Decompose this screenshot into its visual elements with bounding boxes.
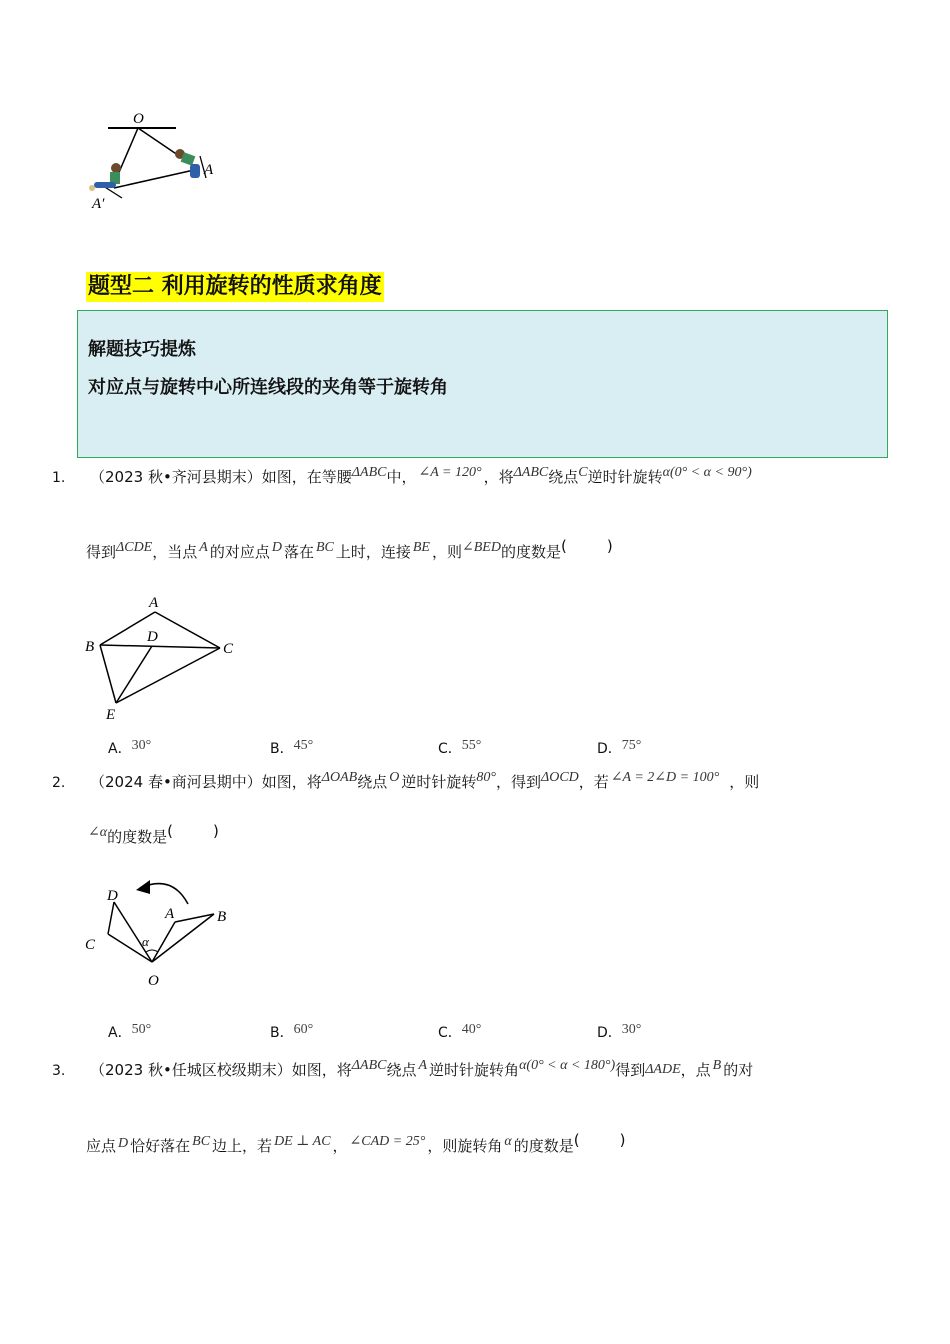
q2-number: 2. [52, 775, 66, 791]
fig2-label-o: O [148, 973, 159, 989]
rotation-arrow-icon [136, 880, 150, 894]
fig2-label-d: D [107, 888, 118, 904]
seg-oa [152, 922, 175, 962]
seg-bc [100, 645, 220, 648]
seg-bo [152, 914, 214, 962]
q3-number: 3. [52, 1063, 66, 1079]
q1-option-c[interactable]: C．55° [438, 738, 482, 757]
q2-line1: （2024 春•商河县期中）如图，将ΔOAB绕点 O 逆时针旋转80°，得到ΔOCD，若 ∠A = 2∠D = 100° ，则 [90, 770, 760, 791]
section-title: 题型二 利用旋转的性质求角度 [86, 272, 384, 302]
label-a-prime: A′ [92, 196, 105, 212]
fig2-label-alpha: α [142, 934, 149, 949]
q3-line2: 应点 D 恰好落在 BC 边上，若 DE ⊥ AC ， ∠CAD = 25° ，则旋转角 α 的度数是( ) [86, 1131, 626, 1155]
seg-ac [155, 612, 220, 648]
label-o: O [133, 111, 144, 127]
q2-option-c[interactable]: C．40° [438, 1022, 482, 1041]
fig1-label-d: D [147, 629, 158, 645]
fig1-label-c: C [223, 641, 234, 657]
tip-title: 解题技巧提炼 [88, 339, 196, 360]
seg-be [100, 645, 116, 703]
q2-option-a[interactable]: A．50° [108, 1022, 152, 1041]
fig2-label-c: C [85, 937, 96, 953]
label-a: A [204, 162, 214, 178]
q1-option-d[interactable]: D．75° [597, 738, 642, 757]
alpha-arc [146, 950, 158, 952]
q1-option-a[interactable]: A．30° [108, 738, 152, 757]
q1-option-b[interactable]: B．45° [270, 738, 314, 757]
q1-line2: 得到ΔCDE，当点 A 的对应点 D 落在 BC 上时，连接 BE ，则∠BED的度数是( ) [86, 537, 613, 561]
fig2-label-a: A [165, 906, 175, 922]
seg-dc [108, 902, 114, 934]
q2-option-d[interactable]: D．30° [597, 1022, 642, 1041]
tip-box [77, 310, 888, 458]
q1-number: 1. [52, 470, 66, 486]
q1-figure [80, 590, 250, 725]
seg-de [116, 646, 152, 703]
fig1-label-b: B [85, 639, 95, 655]
tip-body: 对应点与旋转中心所连线段的夹角等于旋转角 [88, 377, 448, 398]
q1-line1: （2023 秋•齐河县期末）如图，在等腰ΔABC中， ∠A = 120° ，将ΔABC绕点C逆时针旋转α(0° < α < 90°) [90, 465, 752, 486]
swing-arc-chord [114, 170, 194, 188]
fig1-label-a: A [149, 595, 159, 611]
q3-line1: （2023 秋•任城区校级期末）如图，将ΔABC绕点 A 逆时针旋转角α(0° < α < 180°)得到ΔADE，点 B 的对 [90, 1058, 754, 1079]
q2-line2: ∠α的度数是( ) [88, 822, 219, 846]
fig2-label-b: B [217, 909, 227, 925]
q2-figure [80, 868, 250, 993]
seg-do [114, 902, 152, 962]
seg-ec [116, 648, 220, 703]
swing-figure [84, 108, 224, 212]
q2-option-b[interactable]: B．60° [270, 1022, 314, 1041]
fig1-label-e: E [106, 707, 116, 723]
